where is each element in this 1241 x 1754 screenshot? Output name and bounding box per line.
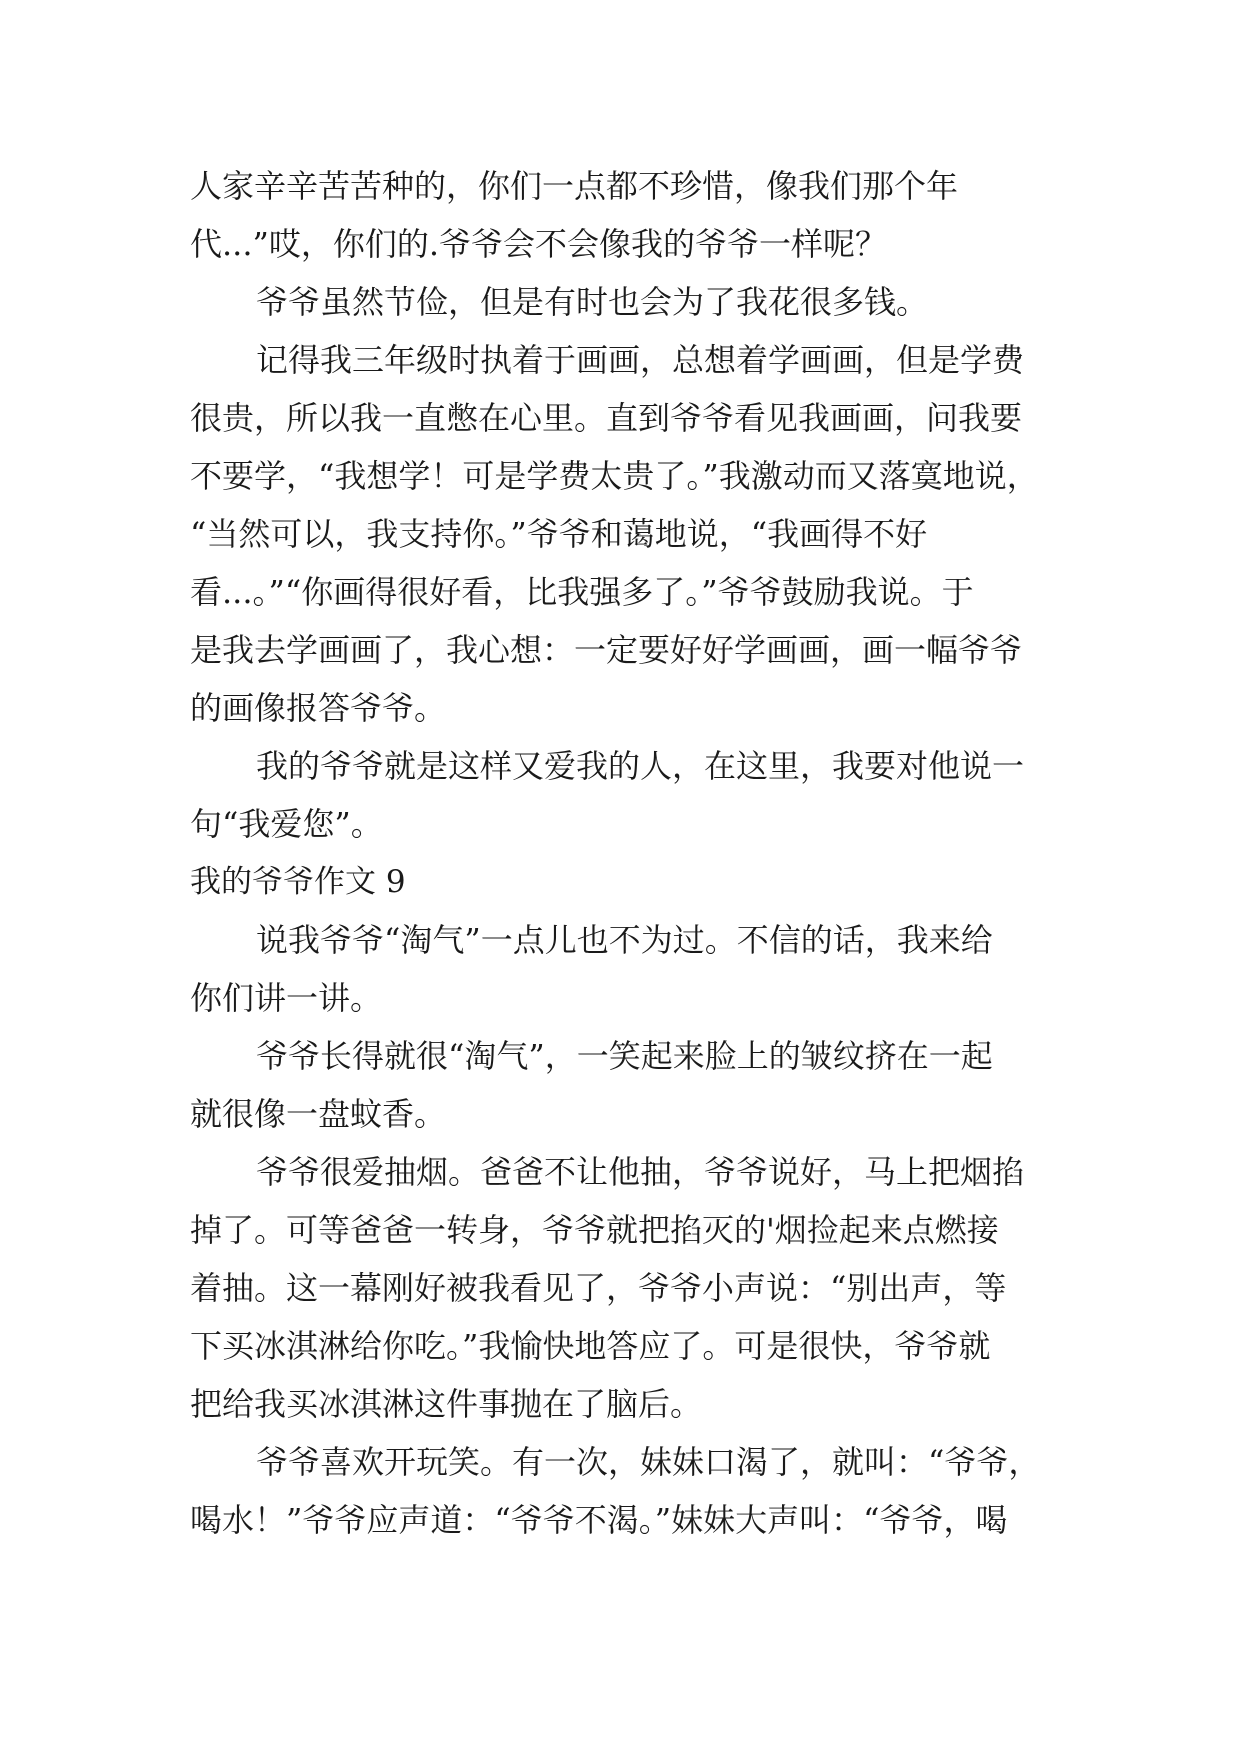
text-line: 下买冰淇淋给你吃。”我愉快地答应了。可是很快，爷爷就 — [190, 1327, 991, 1365]
text-line: 你们讲一讲。 — [190, 979, 383, 1017]
section-heading: 我的爷爷作文 9 — [190, 864, 406, 900]
paragraph-start-line: 记得我三年级时执着于画画，总想着学画画，但是学费 — [256, 341, 1025, 379]
paragraph-start-line: 爷爷很爱抽烟。爸爸不让他抽，爷爷说好，马上把烟掐 — [256, 1153, 1025, 1191]
paragraph-start-line: 爷爷喜欢开玩笑。有一次，妹妹口渴了，就叫：“爷爷， — [256, 1443, 1041, 1481]
text-line: 喝水！”爷爷应声道：“爷爷不渴。”妹妹大声叫：“爷爷，喝 — [190, 1501, 1008, 1539]
paragraph-start-line: 我的爷爷就是这样又爱我的人，在这里，我要对他说一 — [256, 747, 1025, 785]
paragraph-start-line: 爷爷虽然节俭，但是有时也会为了我花很多钱。 — [256, 283, 929, 321]
paragraph-start-line: 说我爷爷“淘气”一点儿也不为过。不信的话，我来给 — [256, 921, 993, 959]
text-line: 看...。”“你画得很好看，比我强多了。”爷爷鼓励我说。于 — [190, 573, 974, 611]
text-line: 很贵，所以我一直憋在心里。直到爷爷看见我画画，问我要 — [190, 399, 1023, 437]
text-line: 代...”哎，你们的.爷爷会不会像我的爷爷一样呢？ — [190, 225, 888, 263]
text-line: 就很像一盘蚊香。 — [190, 1095, 447, 1133]
text-line: 人家辛辛苦苦种的，你们一点都不珍惜，像我们那个年 — [190, 167, 959, 205]
text-line: 句“我爱您”。 — [190, 805, 383, 843]
text-line: “当然可以，我支持你。”爷爷和蔼地说，“我画得不好 — [190, 515, 928, 553]
text-line: 掉了。可等爸爸一转身，爷爷就把掐灭的'烟捡起来点燃接 — [190, 1211, 999, 1249]
text-line: 是我去学画画了，我心想：一定要好好学画画，画一幅爷爷 — [190, 631, 1023, 669]
text-line: 着抽。这一幕刚好被我看见了，爷爷小声说：“别出声，等 — [190, 1269, 1007, 1307]
text-line: 把给我买冰淇淋这件事抛在了脑后。 — [190, 1385, 703, 1423]
text-line: 的画像报答爷爷。 — [190, 689, 447, 727]
text-line: 不要学，“我想学！可是学费太贵了。”我激动而又落寞地说， — [190, 457, 1039, 495]
paragraph-start-line: 爷爷长得就很“淘气”，一笑起来脸上的皱纹挤在一起 — [256, 1037, 993, 1075]
